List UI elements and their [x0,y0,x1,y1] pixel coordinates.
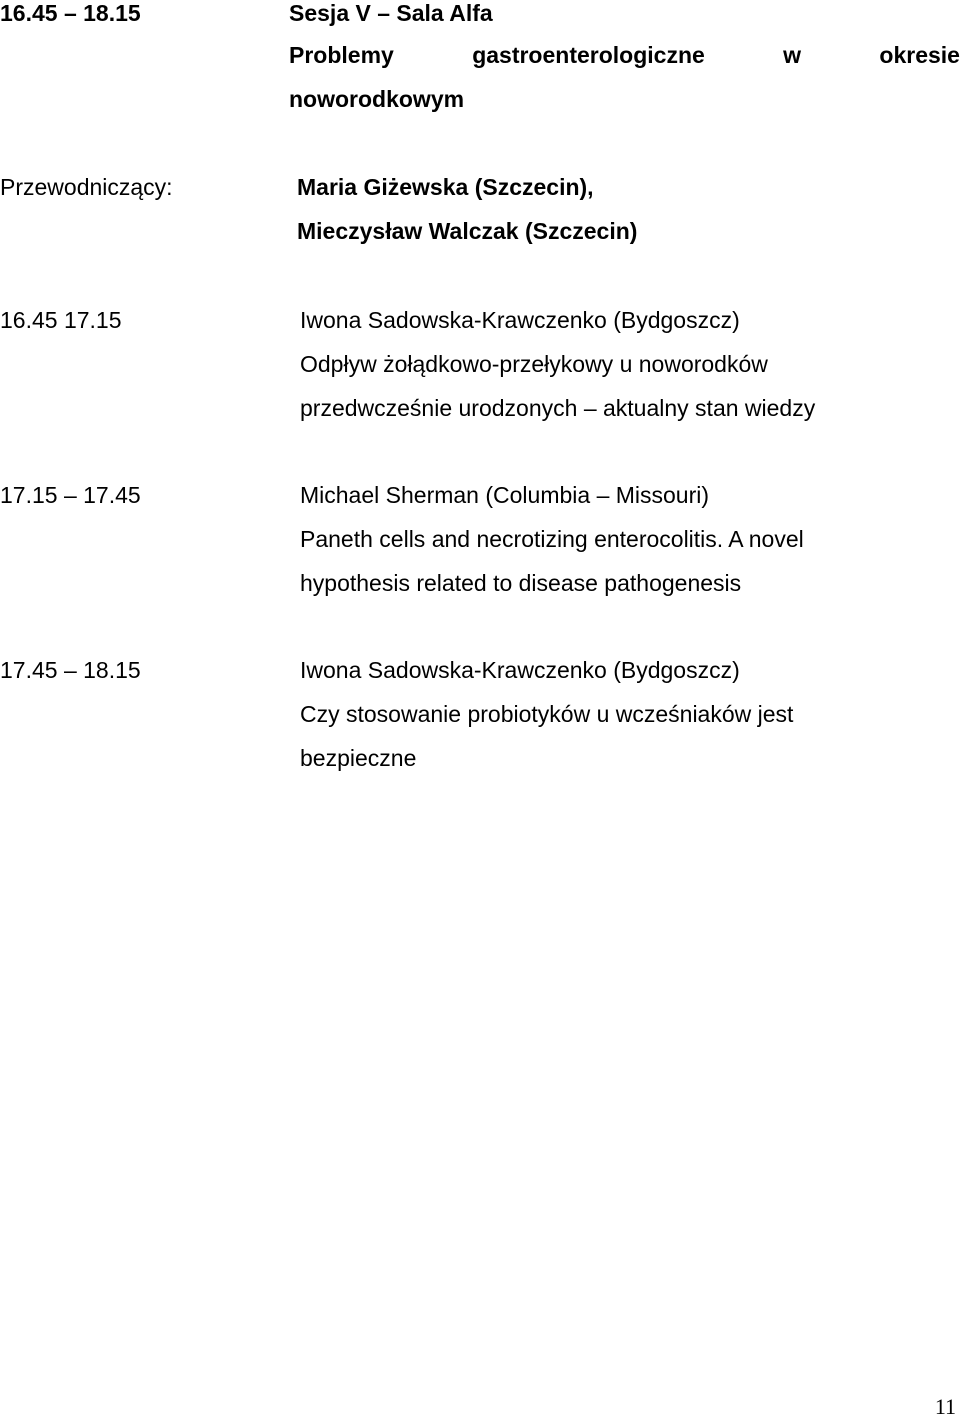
talk-title-line1: Czy stosowanie probiotyków u wcześniaków jest [300,701,794,727]
talk-speaker: Michael Sherman (Columbia – Missouri) [300,482,710,508]
subtitle-word: gastroenterologiczne [472,42,705,68]
session-subtitle-line2: noworodkowym [289,86,465,112]
chairs-name-2: Mieczysław Walczak (Szczecin) [297,218,638,244]
session-subtitle [289,42,960,68]
subtitle-word: okresie [879,42,960,68]
talk-title-line2: bezpieczne [300,745,417,771]
talk-speaker: Iwona Sadowska-Krawczenko (Bydgoszcz) [300,307,740,333]
chairs-name-1: Maria Giżewska (Szczecin), [297,174,594,200]
chairs-label: Przewodniczący: [0,174,173,200]
talk-time: 16.45 17.15 [0,307,122,333]
talk-title-line1: Paneth cells and necrotizing enterocolitis. A novel [300,526,804,552]
talk-time: 17.45 – 18.15 [0,657,141,683]
talk-time: 17.15 – 17.45 [0,482,141,508]
session-title: Sesja V – Sala Alfa [289,0,493,26]
talk-title-line1: Odpływ żołądkowo-przełykowy u noworodków [300,351,768,377]
talk-title-line2: przedwcześnie urodzonych – aktualny stan wiedzy [300,395,816,421]
talk-speaker: Iwona Sadowska-Krawczenko (Bydgoszcz) [300,657,740,683]
page-number: 11 [934,1394,956,1419]
subtitle-word: w [783,42,802,68]
talk-title-line2: hypothesis related to disease pathogenesis [300,570,742,596]
subtitle-word: Problemy [289,42,394,68]
session-time: 16.45 – 18.15 [0,0,141,26]
